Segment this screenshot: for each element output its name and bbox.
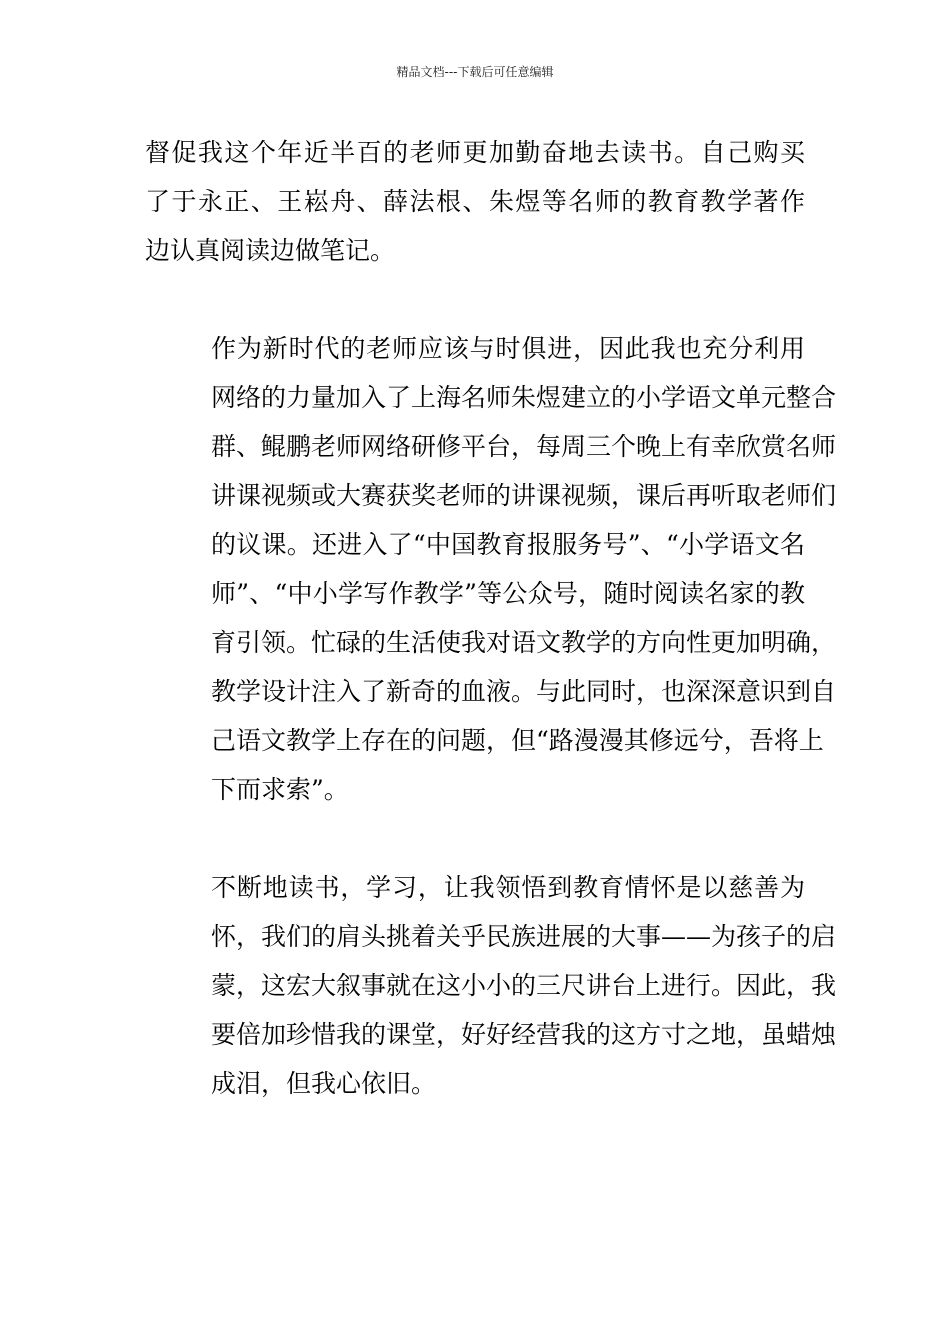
document-body: [145, 128, 837, 1108]
text-line: 的议课。还进入了“中国教育报服务号”、“小学语文名: [211, 530, 805, 559]
paragraph-2: [145, 324, 837, 814]
text-line: 边认真阅读边做笔记。: [145, 236, 396, 265]
text-line: 督促我这个年近半百的老师更加勤奋地去读书。自己购买: [145, 138, 805, 167]
paragraph-1: [145, 128, 805, 275]
text-line: 作为新时代的老师应该与时俱进，因此我也充分利用: [211, 334, 805, 363]
text-line: 育引领。忙碌的生活使我对语文教学的方向性更加明确，: [211, 628, 837, 657]
text-line: 要倍加珍惜我的课堂，好好经营我的这方寸之地，虽蜡烛: [211, 1020, 837, 1049]
text-line: 教学设计注入了新奇的血液。与此同时，也深深意识到自: [211, 677, 837, 706]
paragraph-3: [145, 863, 837, 1108]
text-line: 怀，我们的肩头挑着关乎民族进展的大事——为孩子的启: [211, 922, 837, 951]
text-line: 网络的力量加入了上海名师朱煜建立的小学语文单元整合: [211, 383, 837, 412]
text-line: 师”、“中小学写作教学”等公众号，随时阅读名家的教: [211, 579, 805, 608]
text-line: 了于永正、王崧舟、薛法根、朱煜等名师的教育教学著作: [145, 187, 805, 216]
text-line: 蒙，这宏大叙事就在这小小的三尺讲台上进行。因此，我: [211, 971, 837, 1000]
text-line: 下而求索”。: [211, 775, 349, 804]
text-line: 成泪，但我心依旧。: [211, 1069, 437, 1098]
text-line: 不断地读书，学习，让我领悟到教育情怀是以慈善为: [211, 873, 805, 902]
text-line: 讲课视频或大赛获奖老师的讲课视频，课后再听取老师们: [211, 481, 837, 510]
text-line: 群、鲲鹏老师网络研修平台，每周三个晚上有幸欣赏名师: [211, 432, 837, 461]
text-line: 己语文教学上存在的问题，但“路漫漫其修远兮，吾将上: [211, 726, 824, 755]
page-header: 精品文档---下载后可任意编辑: [396, 65, 554, 79]
